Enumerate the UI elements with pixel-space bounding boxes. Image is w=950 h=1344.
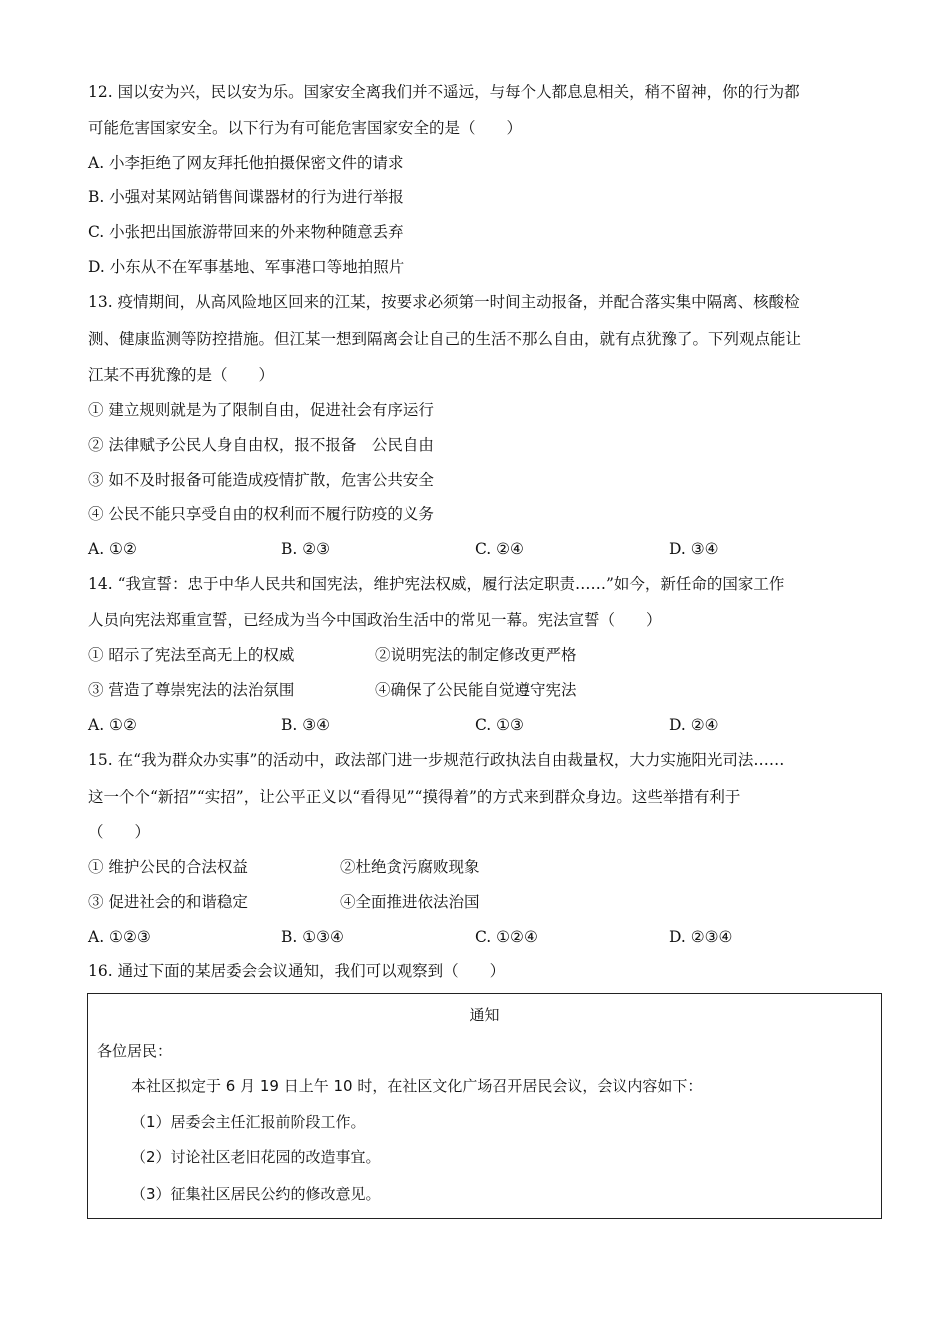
q12-option-d: D. 小东从不在军事基地、军事港口等地拍照片 <box>88 258 405 276</box>
q13-item-3: ③ 如不及时报备可能造成疫情扩散，危害公共安全 <box>88 471 434 489</box>
q15-item-4: ④全面推进依法治国 <box>340 893 480 911</box>
meeting-notice-box <box>87 993 882 1219</box>
notice-title: 通知 <box>469 1006 500 1024</box>
q14-item-3: ③ 营造了尊崇宪法的法治氛围 <box>88 681 295 699</box>
q12-option-b: B. 小强对某网站销售间谍器材的行为进行举报 <box>88 188 404 206</box>
q15-choice-a: A. ①②③ <box>88 928 151 946</box>
q13-item-2: ② 法律赋予公民人身自由权，报不报备 公民自由 <box>88 436 434 454</box>
q12-option-c: C. 小张把出国旅游带回来的外来物种随意丢弃 <box>88 223 404 241</box>
q15-stem-line-1: 15. 在“我为群众办实事”的活动中，政法部门进一步规范行政执法自由裁量权，大力实施阳光司法…… <box>88 751 785 769</box>
q13-stem-line-3: 江某不再犹豫的是（ ） <box>88 366 275 384</box>
q13-choice-d: D. ③④ <box>669 540 719 558</box>
notice-point-2: （2）讨论社区老旧花园的改造事宜。 <box>131 1148 381 1166</box>
q14-choice-c: C. ①③ <box>475 716 524 734</box>
q14-choice-b: B. ③④ <box>281 716 331 734</box>
q13-stem-line-1: 13. 疫情期间，从高风险地区回来的江某，按要求必须第一时间主动报备，并配合落实集中隔离、核酸检 <box>88 293 800 311</box>
q15-stem-line-3: （ ） <box>88 823 151 841</box>
q15-choice-c: C. ①②④ <box>475 928 538 946</box>
notice-intro: 本社区拟定于 6 月 19 日上午 10 时，在社区文化广场召开居民会议，会议内容如下： <box>131 1077 703 1095</box>
q15-item-2: ②杜绝贪污腐败现象 <box>340 858 480 876</box>
q13-choice-c: C. ②④ <box>475 540 524 558</box>
q13-item-4: ④ 公民不能只享受自由的权利而不履行防疫的义务 <box>88 505 434 523</box>
q12-option-a: A. 小李拒绝了网友拜托他拍摄保密文件的请求 <box>88 154 404 172</box>
q15-choice-d: D. ②③④ <box>669 928 733 946</box>
q14-item-1: ① 昭示了宪法至高无上的权威 <box>88 646 295 664</box>
notice-salutation: 各位居民： <box>97 1042 173 1060</box>
q14-choice-d: D. ②④ <box>669 716 719 734</box>
q14-item-2: ②说明宪法的制定修改更严格 <box>375 646 577 664</box>
q12-stem-line-1: 12. 国以安为兴，民以安为乐。国家安全离我们并不遥远，与每个人都息息相关，稍不留神，你的行为都 <box>88 83 800 101</box>
q15-item-1: ① 维护公民的合法权益 <box>88 858 248 876</box>
q15-item-3: ③ 促进社会的和谐稳定 <box>88 893 248 911</box>
q14-stem-line-1: 14. “我宣誓：忠于中华人民共和国宪法，维护宪法权威，履行法定职责……”如今，新任命的国家工作 <box>88 575 785 593</box>
q15-stem-line-2: 这一个个“新招”“实招”，让公平正义以“看得见”“摸得着”的方式来到群众身边。这些举措有利于 <box>88 788 741 806</box>
q16-stem: 16. 通过下面的某居委会会议通知，我们可以观察到（ ） <box>88 962 506 980</box>
notice-point-1: （1）居委会主任汇报前阶段工作。 <box>131 1113 366 1131</box>
q13-choice-b: B. ②③ <box>281 540 331 558</box>
q14-choice-a: A. ①② <box>88 716 137 734</box>
q14-item-4: ④确保了公民能自觉遵守宪法 <box>375 681 577 699</box>
q12-stem-line-2: 可能危害国家安全。以下行为有可能危害国家安全的是（ ） <box>88 119 523 137</box>
q13-stem-line-2: 测、健康监测等防控措施。但江某一想到隔离会让自己的生活不那么自由，就有点犹豫了。下列观点能让 <box>88 330 802 348</box>
q13-choice-a: A. ①② <box>88 540 137 558</box>
q13-item-1: ① 建立规则就是为了限制自由，促进社会有序运行 <box>88 401 434 419</box>
notice-point-3: （3）征集社区居民公约的修改意见。 <box>131 1185 381 1203</box>
q14-stem-line-2: 人员向宪法郑重宣誓，已经成为当今中国政治生活中的常见一幕。宪法宣誓（ ） <box>88 611 662 629</box>
q15-choice-b: B. ①③④ <box>281 928 344 946</box>
